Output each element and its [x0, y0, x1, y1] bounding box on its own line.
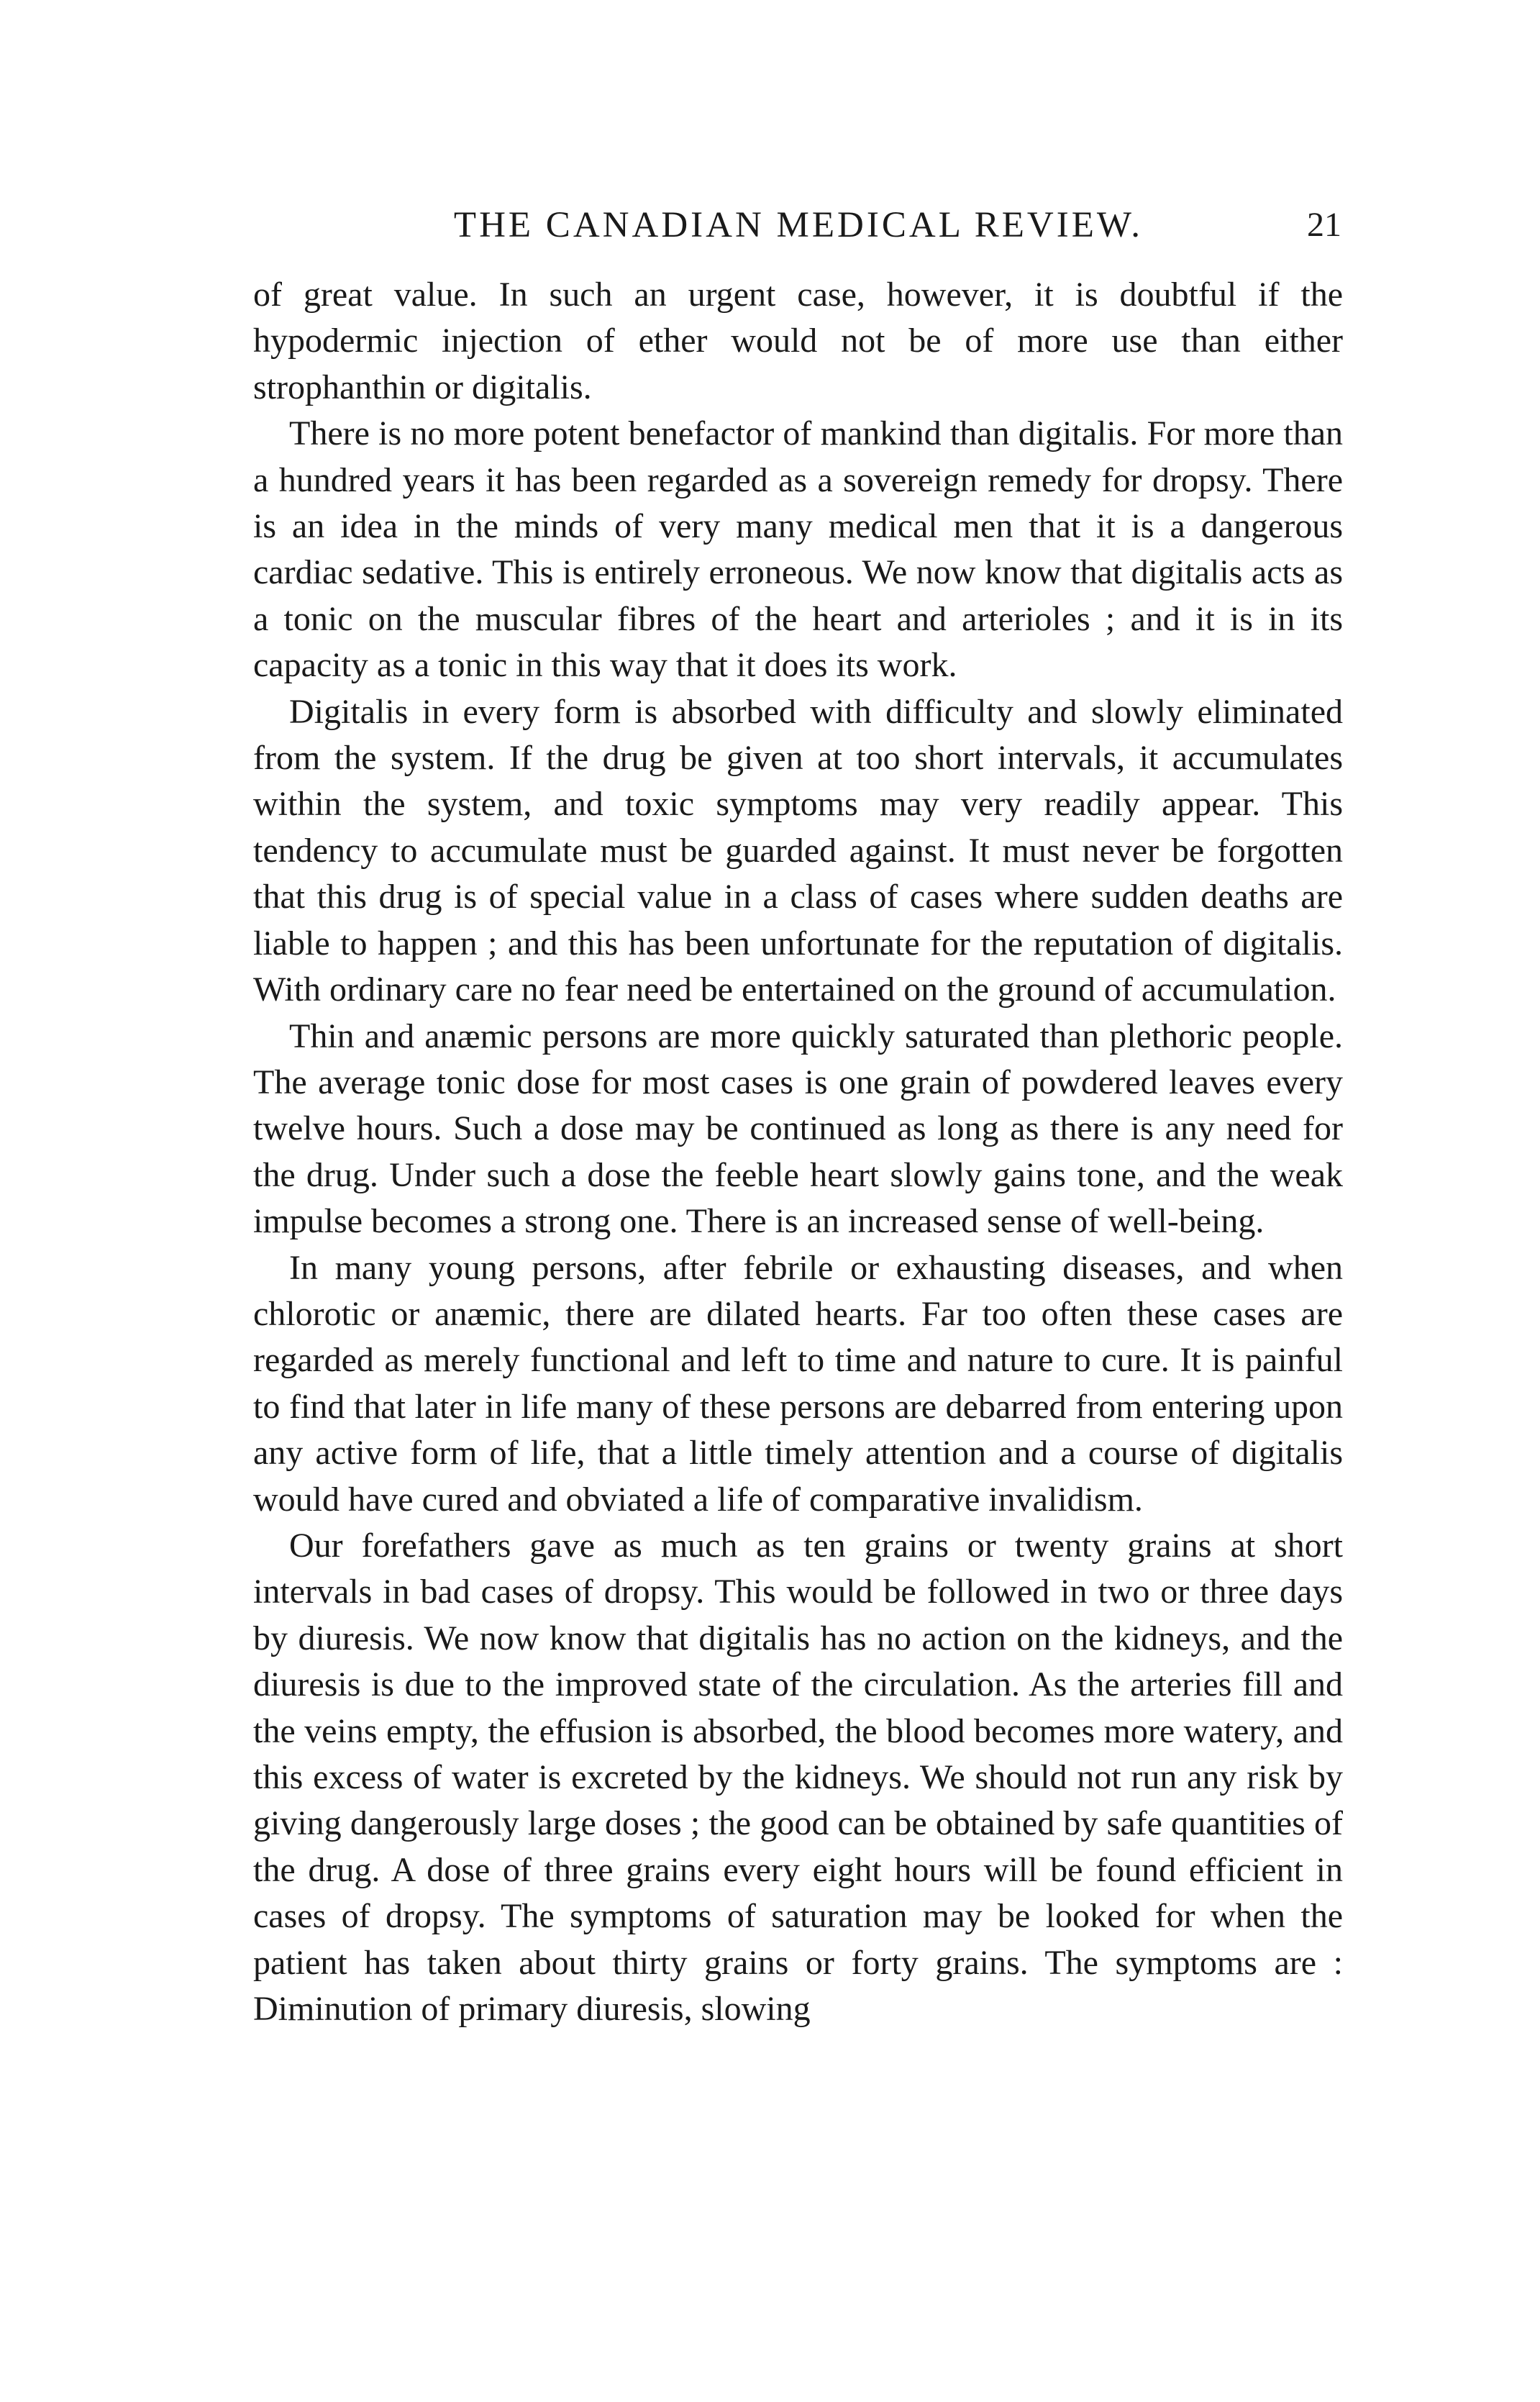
running-title: THE CANADIAN MEDICAL REVIEW. — [453, 205, 1144, 245]
paragraph-6: Our forefathers gave as much as ten grains or twenty grains at short intervals in bad cases of dropsy. This would be followed in two or three days by diuresis. We now know that digitalis has no action on the kidneys, and the diuresis is due to the improved state of the circulation. As the arteries fill and the veins empty, the effusion is absorbed, the blood becomes more watery, and this excess of water is excreted by the kidneys. We should not run any risk by giving dangerously large doses ; the good can be obtained by safe quantities of the drug. A dose of three grains every eight hours will be found efficient in cases of dropsy. The symptoms of saturation may be looked for when the patient has taken about thirty grains or forty grains. The symptoms are : Diminution of primary diuresis, slowing — [253, 1526, 1343, 2029]
paragraph-3: Digitalis in every form is absorbed with difficulty and slowly eliminated from the system. If the drug be given at too short intervals, it accumulates within the system, and toxic symptoms may very readily appear. This tendency to accumulate must be guarded against. It must never be forgotten that this drug is of special value in a class of cases where sudden deaths are liable to happen ; and this has been unfortunate for the reputation of digitalis. With ordinary care no fear need be entertained on the ground of accumulation. — [253, 692, 1343, 1009]
paragraph-5: In many young persons, after febrile or exhausting diseases, and when chlorotic or anæmic, there are dilated hearts. Far too often these cases are regarded as merely functional and left to time and nature to cure. It is painful to find that later in life many of these persons are debarred from entering upon any active form of life, that a little timely attention and a course of digitalis would have cured and obviated a life of comparative invalidism. — [253, 1248, 1343, 1519]
page-number: 21 — [1307, 206, 1341, 244]
paragraph-1: of great value. In such an urgent case, however, it is doubtful if the hypodermic injection of ether would not be of more use than either strophanthin or digitalis. — [253, 276, 1343, 406]
running-head — [255, 200, 1341, 250]
body-text — [253, 272, 1343, 2032]
paragraph-2: There is no more potent benefactor of mankind than digitalis. For more than a hundred years it has been regarded as a sovereign remedy for dropsy. There is an idea in the minds of very many medical men that it is a dangerous cardiac sedative. This is entirely erroneous. We now know that digitalis acts as a tonic on the muscular fibres of the heart and arterioles ; and it is in its capacity as a tonic in this way that it does its work. — [253, 414, 1343, 685]
paragraph-4: Thin and anæmic persons are more quickly saturated than plethoric people. The average tonic dose for most cases is one grain of powdered leaves every twelve hours. Such a dose may be continued as long as there is any need for the drug. Under such a dose the feeble heart slowly gains tone, and the weak impulse becomes a strong one. There is an increased sense of well-being. — [253, 1016, 1343, 1241]
